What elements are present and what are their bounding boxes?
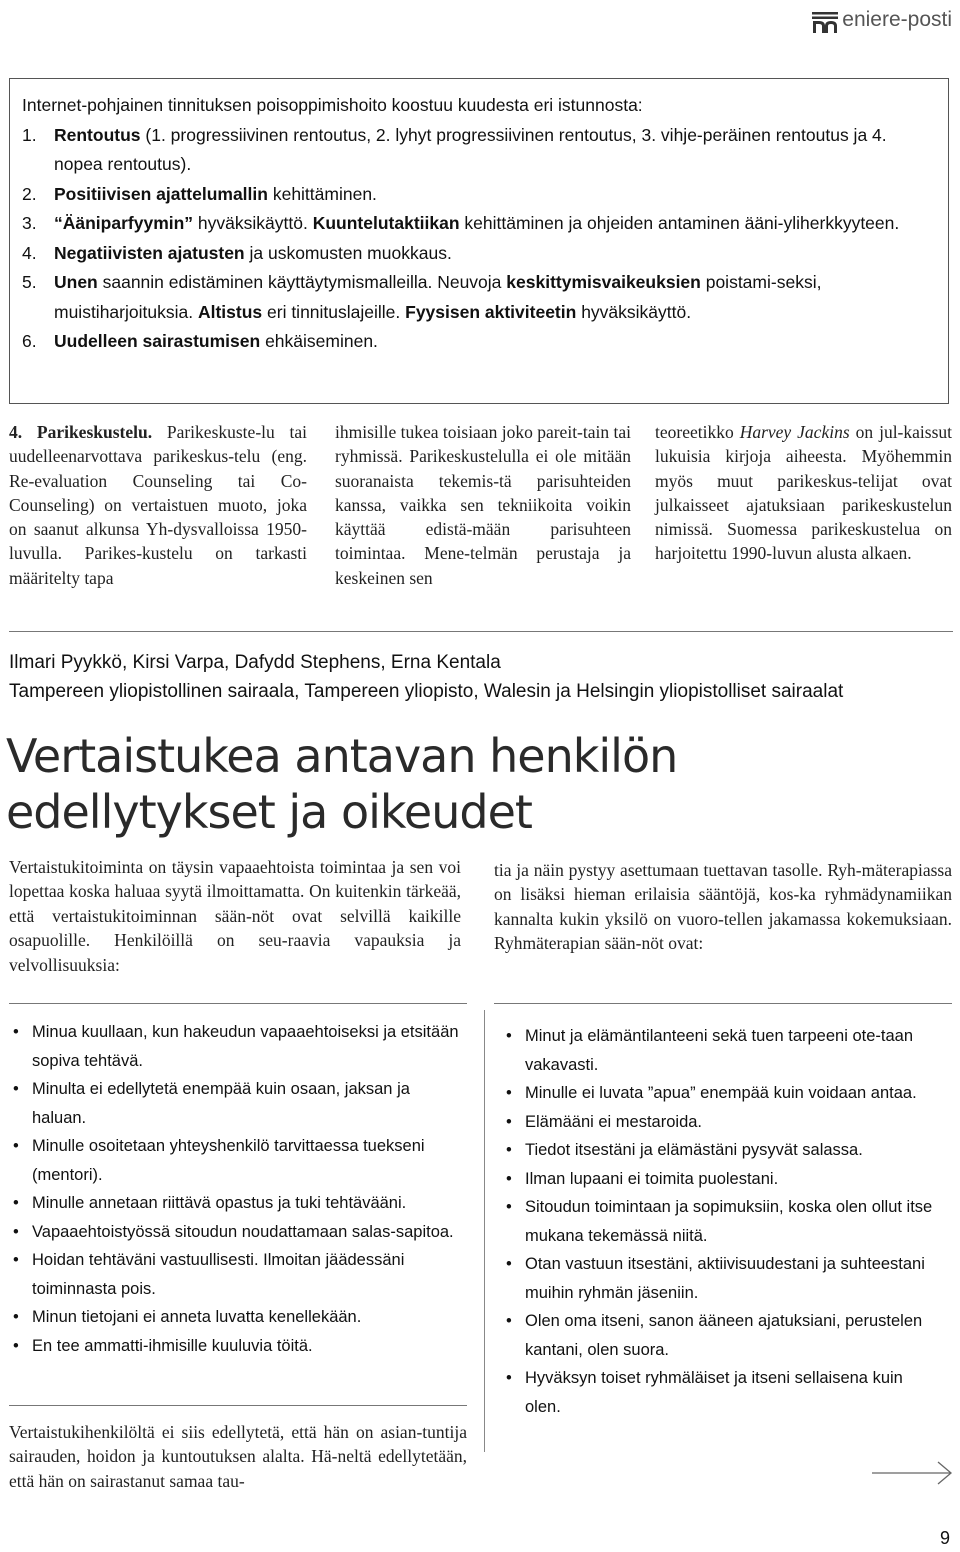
column-divider	[484, 1010, 485, 1452]
list-item: • Minut ja elämäntilanteeni sekä tuen tarpeeni ote-taan vakavasti.	[502, 1022, 942, 1079]
closing-paragraph: Vertaistukihenkilöltä ei siis edellytetä, että hän on asian-tuntija sairauden, hoidon ja kuntoutuksen alalta. Hä-neltä edellytetään, että hän on sairastanut samaa tau-	[9, 1422, 467, 1491]
person-name: Harvey Jackins	[739, 422, 850, 442]
item-text: kehittäminen.	[267, 183, 377, 204]
column-text: Parikeskuste-lu tai uudelleenarvottava parikeskus-telu (eng. Re-evaluation Counseling tai Co-Counseling) on vertaistuen muoto, joka on saanut alkunsa Yh-dysvalloissa 1950-luvulla. Parikes-kustelu on tarkasti määritelty tapa	[9, 422, 307, 588]
column-text: ihmisille tukea toisiaan joko pareit-tain tai ryhmissä. Parikeskustelulla ei ole mitään suoranaista tekemis-tä parisuhteiden kanssa, vaikka sen tekniikoita voikin käyttää edistä-mään parisuhteen toimintaa. Mene-telmän perustaja ja keskeinen sen	[335, 422, 631, 588]
section-heading: 4. Parikeskustelu.	[9, 422, 153, 442]
item-keyword: Uudelleen sairastumisen	[54, 331, 261, 351]
list-item: • Ilman lupaani ei toimita puolestani.	[502, 1165, 942, 1194]
session-item	[22, 121, 934, 180]
item-text: poistami-seksi, muistiharjoituksia.	[54, 272, 822, 322]
section-divider	[9, 631, 953, 632]
item-number: 5.	[22, 272, 37, 292]
item-text: ehkäiseminen.	[260, 331, 378, 351]
list-item: • Sitoudun toimintaan ja sopimuksiin, koska olen ollut itse mukana tekemässä niitä.	[502, 1193, 942, 1250]
menierie-logo-icon	[810, 6, 840, 34]
list-item: • Minulle annetaan riittävä opastus ja tuki tehtävääni.	[9, 1189, 467, 1218]
session-item	[22, 180, 934, 210]
item-number: 2.	[22, 183, 37, 204]
session-item	[22, 239, 934, 269]
item-text: hyväksikäyttö.	[576, 301, 692, 322]
list-item: • Minulle ei luvata ”apua” enempää kuin voidaan antaa.	[502, 1079, 942, 1108]
item-text: ja uskomusten muokkaus.	[244, 242, 452, 263]
brand-logo	[810, 6, 952, 34]
item-keyword: Rentoutus	[54, 124, 141, 145]
parikeskustelu-col-3	[655, 420, 952, 566]
list-item: • Hoidan tehtäväni vastuullisesti. Ilmoitan jäädessäni toiminnasta pois.	[9, 1246, 467, 1303]
session-item	[22, 268, 934, 327]
article-title	[6, 728, 906, 840]
item-keyword: “Ääniparfyymin”	[54, 213, 194, 233]
item-keyword: Altistus	[197, 301, 263, 322]
list-item: • Olen oma itseni, sanon ääneen ajatuksiani, perustelen kantani, olen suora.	[502, 1307, 942, 1364]
title-line: edellytykset ja oikeudet	[6, 785, 532, 839]
item-number: 6.	[22, 331, 37, 351]
list-item: • Vapaaehtoistyössä sitoudun noudattamaan salas-sapitoa.	[9, 1218, 467, 1247]
intro-left: Vertaistukitoiminta on täysin vapaaehtoista toimintaa ja sen voi lopettaa koska haluaa syytä ilmoittamatta. On kuitenkin tärkeää, että vertaistukitoiminnan sään-nöt ovat selvillä kaikille osapuolille. Henkilöillä on seu-raavia vapauksia ja velvollisuuksia:	[9, 857, 461, 975]
continue-arrow-icon	[872, 1460, 954, 1486]
list-item: • Tiedot itsestäni ja elämästäni pysyvät salassa.	[502, 1136, 942, 1165]
page-number: 9	[939, 1528, 950, 1548]
bullet-rule-right	[494, 1003, 952, 1004]
item-text: saannin edistäminen käyttäytymismalleilla. Neuvoja	[97, 272, 507, 292]
session-item	[22, 327, 934, 357]
brand-name: eniere-posti	[842, 8, 952, 31]
list-item: • En tee ammatti-ihmisille kuuluvia töitä.	[9, 1332, 467, 1361]
list-item: • Otan vastuun itsestäni, aktiivisuudestani ja suhteestani muihin ryhmän jäseniin.	[502, 1250, 942, 1307]
item-keyword: Fyysisen aktiviteetin	[405, 301, 577, 322]
session-list	[22, 121, 934, 357]
bullet-rule-left	[9, 1003, 467, 1004]
item-keyword: Positiivisen ajattelumallin	[54, 183, 268, 204]
column-text: teoreetikko	[655, 422, 740, 442]
parikeskustelu-col-2	[335, 420, 631, 590]
item-text: eri tinnituslajeille.	[262, 301, 406, 322]
item-keyword: Negatiivisten ajatusten	[54, 242, 245, 263]
list-item: • Minulta ei edellytetä enempää kuin osaan, jaksan ja haluan.	[9, 1075, 467, 1132]
parikeskustelu-col-1	[9, 420, 307, 590]
list-item: • Minun tietojani ei anneta luvatta kenellekään.	[9, 1303, 467, 1332]
group-rules-list	[502, 1022, 942, 1421]
item-number: 1.	[22, 124, 37, 145]
item-keyword: keskittymisvaikeuksien	[506, 272, 701, 292]
list-item: • Elämääni ei mestaroida.	[502, 1108, 942, 1137]
item-number: 4.	[22, 242, 37, 263]
item-text: (1. progressiivinen rentoutus, 2. lyhyt progressiivinen rentoutus, 3. vihje-peräinen rentoutus ja 4. nopea rentoutus).	[54, 124, 887, 174]
article-byline	[9, 648, 843, 706]
list-item: • Minulle osoitetaan yhteyshenkilö tarvittaessa tuekseni (mentori).	[9, 1132, 467, 1189]
session-list-box	[9, 78, 949, 404]
bullet-rule-bottom	[9, 1405, 467, 1406]
list-item: • Hyväksyn toiset ryhmäläiset ja itseni sellaisena kuin olen.	[502, 1364, 942, 1421]
session-item	[22, 209, 934, 239]
title-line: Vertaistukea antavan henkilön	[6, 729, 678, 783]
intro-right: tia ja näin pystyy asettumaan tuettavan tasolle. Ryh-mäterapiassa on lisäksi hieman erilaisia sääntöjä, kos-ka ryhmädynamiikan kannalta kukin yksilö on vuoro-tellen jakamassa kokemuksiaan. Ryhmäterapian sään-nöt ovat:	[494, 860, 952, 954]
article-authors: Ilmari Pyykkö, Kirsi Varpa, Dafydd Stephens, Erna Kentala	[9, 652, 501, 673]
item-keyword: Unen	[54, 272, 98, 292]
item-number: 3.	[22, 213, 37, 233]
box-intro: Internet-pohjainen tinnituksen poisoppimishoito koostuu kuudesta eri istunnosta:	[22, 95, 643, 115]
column-text: on jul-kaissut lukuisia kirjoja aiheesta. Myöhemmin myös muut parikeskus-telijat ovat julkaisseet ajatuksiaan parikeskustelun nimissä. Suomessa parikeskustelua on harjoitettu 1990-luvun alusta alkaen.	[655, 422, 952, 564]
item-text: hyväksikäyttö.	[193, 213, 313, 233]
item-text: kehittäminen ja ohjeiden antaminen ääni-yliherkkyyteen.	[459, 213, 900, 233]
article-affiliation: Tampereen yliopistollinen sairaala, Tampereen yliopisto, Walesin ja Helsingin yliopistolliset sairaalat	[9, 681, 844, 702]
item-keyword: Kuuntelutaktiikan	[312, 213, 460, 233]
rights-list	[9, 1018, 467, 1360]
list-item: • Minua kuullaan, kun hakeudun vapaaehtoiseksi ja etsitään sopiva tehtävä.	[9, 1018, 467, 1075]
